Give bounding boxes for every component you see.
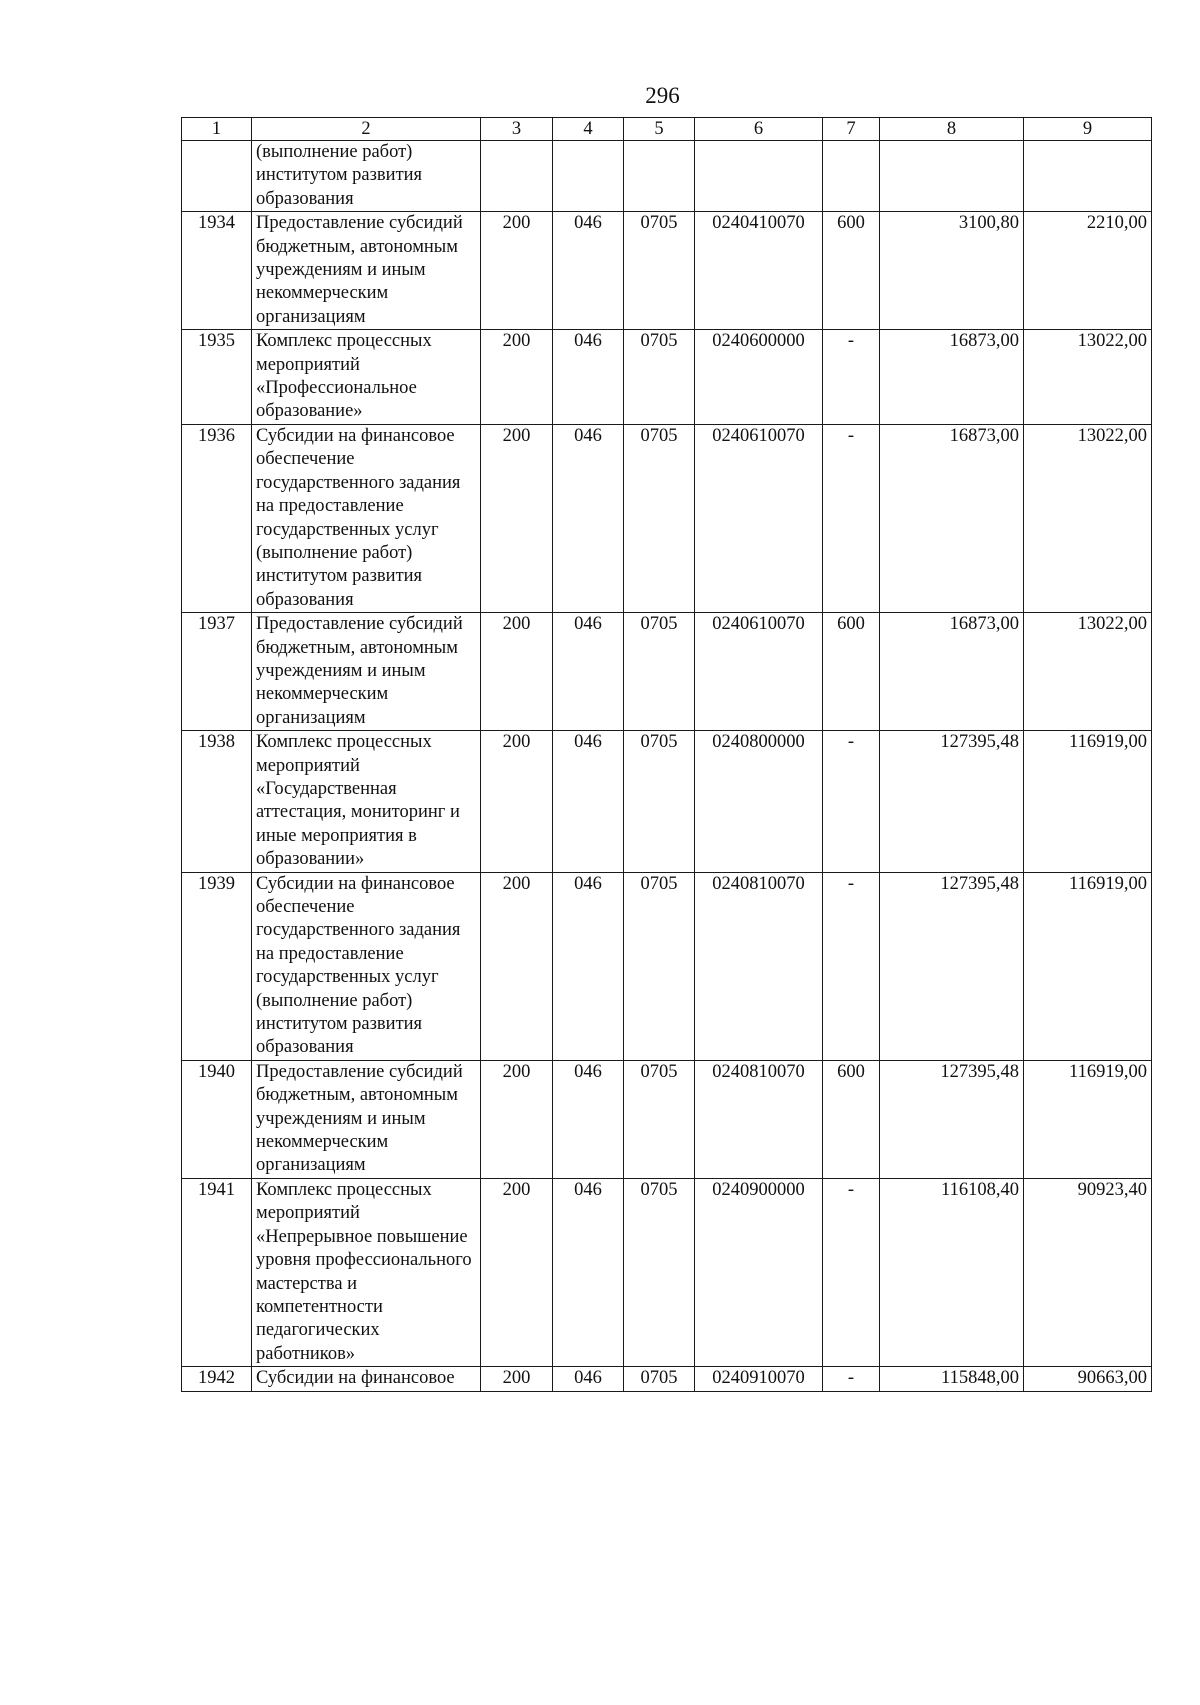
cell-col7: - [823,1178,880,1366]
row-name: Субсидии на финансовое [252,1367,481,1391]
row-name: Предоставление субсидий бюджетным, автономным учреждениям и иным некоммерческим организациям [252,1060,481,1178]
cell-col3: 200 [481,212,553,330]
cell-col8: 16873,00 [880,613,1024,731]
cell-col8: 16873,00 [880,424,1024,612]
cell-col6: 0240900000 [695,1178,823,1366]
column-header: 6 [695,118,823,141]
cell-col6: 0240600000 [695,330,823,425]
cell-col4: 046 [553,1178,624,1366]
row-number: 1934 [182,212,252,330]
cell-col8: 115848,00 [880,1367,1024,1391]
column-header: 9 [1024,118,1152,141]
cell-col5: 0705 [624,613,695,731]
cell-col3: 200 [481,872,553,1060]
cell-col3: 200 [481,330,553,425]
row-name: (выполнение работ) институтом развития образования [252,141,481,212]
cell-col4: 046 [553,330,624,425]
cell-col9: 116919,00 [1024,731,1152,872]
row-name: Предоставление субсидий бюджетным, автономным учреждениям и иным некоммерческим организациям [252,613,481,731]
row-number: 1938 [182,731,252,872]
column-header: 7 [823,118,880,141]
cell-col5: 0705 [624,424,695,612]
cell-col7: - [823,1367,880,1391]
cell-col3: 200 [481,424,553,612]
table-row [182,731,1152,872]
cell-col6: 0240810070 [695,1060,823,1178]
cell-col9: 90923,40 [1024,1178,1152,1366]
table-row [182,1178,1152,1366]
cell-col5: 0705 [624,1178,695,1366]
cell-col7: - [823,424,880,612]
cell-col5: 0705 [624,1060,695,1178]
cell-col5: 0705 [624,872,695,1060]
cell-col4: 046 [553,212,624,330]
column-header: 5 [624,118,695,141]
cell-col8: 127395,48 [880,872,1024,1060]
cell-col9: 116919,00 [1024,1060,1152,1178]
cell-col5: 0705 [624,212,695,330]
cell-col3: 200 [481,1367,553,1391]
row-name: Комплекс процессных мероприятий «Непрерывное повышение уровня профессионального мастерства и компетентности педагогических работников» [252,1178,481,1366]
cell-col7: - [823,330,880,425]
row-number: 1939 [182,872,252,1060]
cell-col9: 90663,00 [1024,1367,1152,1391]
cell-col3: 200 [481,1178,553,1366]
table-row [182,872,1152,1060]
cell-col5: 0705 [624,731,695,872]
cell-col3 [481,141,553,212]
cell-col6: 0240810070 [695,872,823,1060]
cell-col8: 116108,40 [880,1178,1024,1366]
column-header: 8 [880,118,1024,141]
column-header: 4 [553,118,624,141]
cell-col9 [1024,141,1152,212]
cell-col9: 13022,00 [1024,613,1152,731]
table-row [182,424,1152,612]
cell-col6 [695,141,823,212]
cell-col9: 2210,00 [1024,212,1152,330]
row-number: 1940 [182,1060,252,1178]
table-row [182,141,1152,212]
row-name: Субсидии на финансовое обеспечение государственного задания на предоставление государственных услуг (выполнение работ) институтом развития образования [252,424,481,612]
cell-col6: 0240610070 [695,424,823,612]
cell-col8: 127395,48 [880,731,1024,872]
page-number: 296 [645,83,680,108]
row-name: Комплекс процессных мероприятий «Профессиональное образование» [252,330,481,425]
row-number: 1936 [182,424,252,612]
cell-col4: 046 [553,424,624,612]
table-row [182,1060,1152,1178]
cell-col8: 127395,48 [880,1060,1024,1178]
row-number: 1937 [182,613,252,731]
row-number: 1942 [182,1367,252,1391]
header-row [182,118,1152,141]
cell-col3: 200 [481,731,553,872]
cell-col8 [880,141,1024,212]
cell-col7: 600 [823,1060,880,1178]
cell-col4: 046 [553,613,624,731]
cell-col4: 046 [553,731,624,872]
budget-table [181,117,1152,1392]
cell-col7: 600 [823,613,880,731]
cell-col8: 16873,00 [880,330,1024,425]
cell-col4: 046 [553,1060,624,1178]
cell-col7: 600 [823,212,880,330]
table-row [182,212,1152,330]
table-row [182,1367,1152,1391]
cell-col6: 0240910070 [695,1367,823,1391]
column-header: 3 [481,118,553,141]
cell-col3: 200 [481,613,553,731]
row-name: Субсидии на финансовое обеспечение государственного задания на предоставление государственных услуг (выполнение работ) институтом развития образования [252,872,481,1060]
row-name: Комплекс процессных мероприятий «Государственная аттестация, мониторинг и иные мероприятия в образовании» [252,731,481,872]
row-number [182,141,252,212]
column-header: 2 [252,118,481,141]
cell-col7: - [823,731,880,872]
cell-col8: 3100,80 [880,212,1024,330]
row-number: 1935 [182,330,252,425]
cell-col5 [624,141,695,212]
cell-col9: 116919,00 [1024,872,1152,1060]
cell-col6: 0240800000 [695,731,823,872]
column-header: 1 [182,118,252,141]
row-name: Предоставление субсидий бюджетным, автономным учреждениям и иным некоммерческим организациям [252,212,481,330]
cell-col7 [823,141,880,212]
cell-col9: 13022,00 [1024,424,1152,612]
cell-col3: 200 [481,1060,553,1178]
table-row [182,330,1152,425]
table-row [182,613,1152,731]
cell-col4: 046 [553,1367,624,1391]
cell-col5: 0705 [624,330,695,425]
cell-col6: 0240410070 [695,212,823,330]
row-number: 1941 [182,1178,252,1366]
cell-col5: 0705 [624,1367,695,1391]
cell-col4: 046 [553,872,624,1060]
cell-col7: - [823,872,880,1060]
cell-col9: 13022,00 [1024,330,1152,425]
cell-col4 [553,141,624,212]
cell-col6: 0240610070 [695,613,823,731]
